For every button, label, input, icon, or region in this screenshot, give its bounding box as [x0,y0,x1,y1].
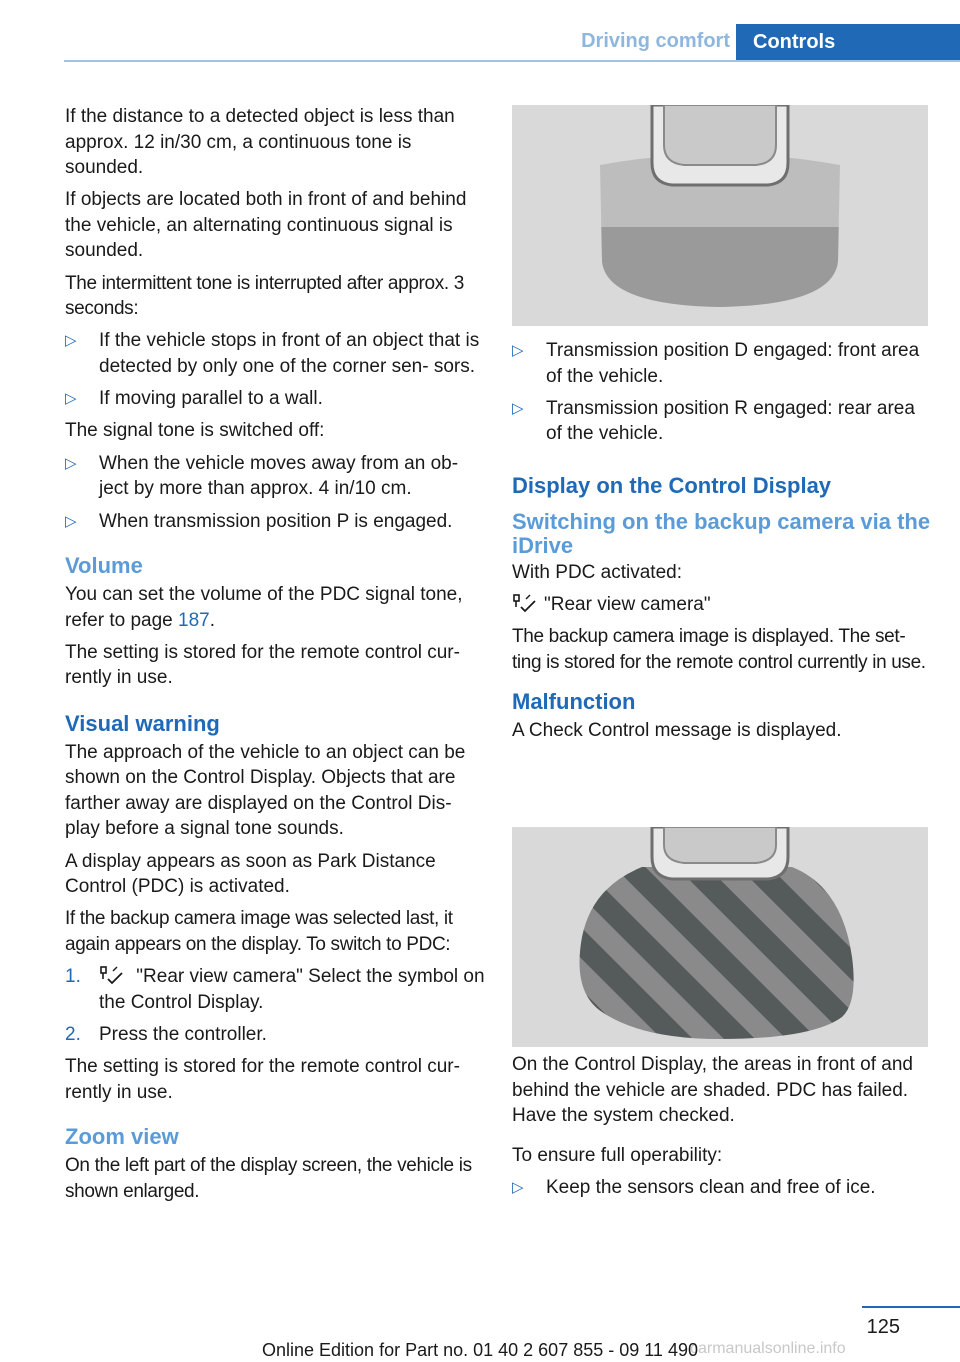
heading-zoom-view: Zoom view [65,1124,179,1150]
list-item: 2. Press the controller. [65,1022,485,1048]
left-column [65,104,485,1211]
triangle-right-icon: ▷ [65,390,77,408]
header-tab-controls: Controls [736,24,960,62]
list-item: ▷ When transmission position P is engaged. [65,509,485,535]
paragraph-signal-off: The signal tone is switched off: [65,420,325,442]
paragraph-volume-setting: The setting is stored for the remote control cur‐ rently in use. [65,641,460,689]
paragraph-pdc-activated: With PDC activated: [512,561,682,583]
triangle-right-icon: ▷ [512,342,524,359]
list-item: ▷ Transmission position D engaged: front area of the vehicle. [512,340,920,387]
paragraph-intermittent-tone: The intermittent tone is interrupted after approx. 3 seconds: [65,272,464,320]
paragraph-zoom: On the left part of the display screen, the vehicle is shown enlarged. [65,1155,472,1202]
triangle-right-icon: ▷ [65,512,77,530]
paragraph-visual-2: A display appears as soon as Park Distance Control (PDC) is activated. [65,850,436,898]
page-number: 125 [866,1316,900,1338]
step-number: 1. [65,966,81,988]
step-number: 2. [65,1024,81,1046]
heading-volume: Volume [65,553,143,579]
paragraph-visual-3: If the backup camera image was selected last, it again appears on the display. To switch to PDC: [65,908,453,955]
pdc-failed-illustration [512,827,928,1047]
paragraph-areas-shaded: On the Control Display, the areas in front of and behind the vehicle are shaded. PDC has failed. Have the system checked. [512,1054,913,1126]
figure-pdc-failed [512,827,928,1047]
figure-pdc-front [512,105,928,326]
menu-item-rear-view-camera: "Rear view camera" [512,592,932,618]
list-item: ▷ Transmission position R engaged: rear area of the vehicle. [512,397,915,445]
watermark: carmanualsonline.info [690,1340,846,1357]
pdc-front-illustration [512,105,928,326]
paragraph-continuous-tone: If the distance to a detected object is less than approx. 12 in/30 cm, a continuous tone is sounded. [65,106,455,178]
paragraph-alternating-signal: If objects are located both in front of and behind the vehicle, an alternating continuous signal is sounded. [65,189,467,262]
rear-camera-icon [512,593,538,613]
right-column [512,338,932,751]
heading-malfunction: Malfunction [512,689,636,715]
footer-rule [862,1306,960,1308]
header-rule [64,60,960,62]
triangle-right-icon: ▷ [512,1178,524,1196]
triangle-right-icon: ▷ [65,454,77,472]
list-item: ▷ Keep the sensors clean and free of ice. [512,1175,932,1201]
heading-display-control-display: Display on the Control Display [512,472,832,498]
rear-camera-icon [99,965,125,985]
heading-visual-warning: Visual warning [65,710,220,736]
right-column-lower [512,1052,932,1207]
list-item: 1. "Rear view camera" Select the symbol on the Control Display. [65,966,485,1013]
heading-switching-camera: Switching on the backup camera via the iDrive [512,508,931,558]
paragraph-full-operability: To ensure full operability: [512,1144,723,1166]
list-item: ▷ When the vehicle moves away from an ob‐ ject by more than approx. 4 in/10 cm. [65,452,459,500]
header-section-title: Driving comfort [581,30,730,52]
list-item: ▷ If moving parallel to a wall. [65,386,485,412]
paragraph-camera-displayed: The backup camera image is displayed. The set‐ ting is stored for the remote control currently in use. [512,626,926,673]
paragraph-visual-1: The approach of the vehicle to an object can be shown on the Control Display. Objects that are farther away are displayed on the Control Dis‐ play before a signal tone sounds. [65,741,466,840]
triangle-right-icon: ▷ [512,399,524,417]
paragraph-volume: You can set the volume of the PDC signal tone, refer to page 187. [65,584,463,631]
page-link[interactable]: 187 [178,609,210,631]
edition-line: Online Edition for Part no. 01 40 2 607 855 - 09 11 490 [262,1340,698,1360]
triangle-right-icon: ▷ [65,332,77,350]
paragraph-check-control: A Check Control message is displayed. [512,720,842,742]
paragraph-visual-4: The setting is stored for the remote control cur‐ rently in use. [65,1056,460,1103]
list-item: ▷ If the vehicle stops in front of an object that is detected by only one of the corner sen‐ sors. [65,330,480,377]
